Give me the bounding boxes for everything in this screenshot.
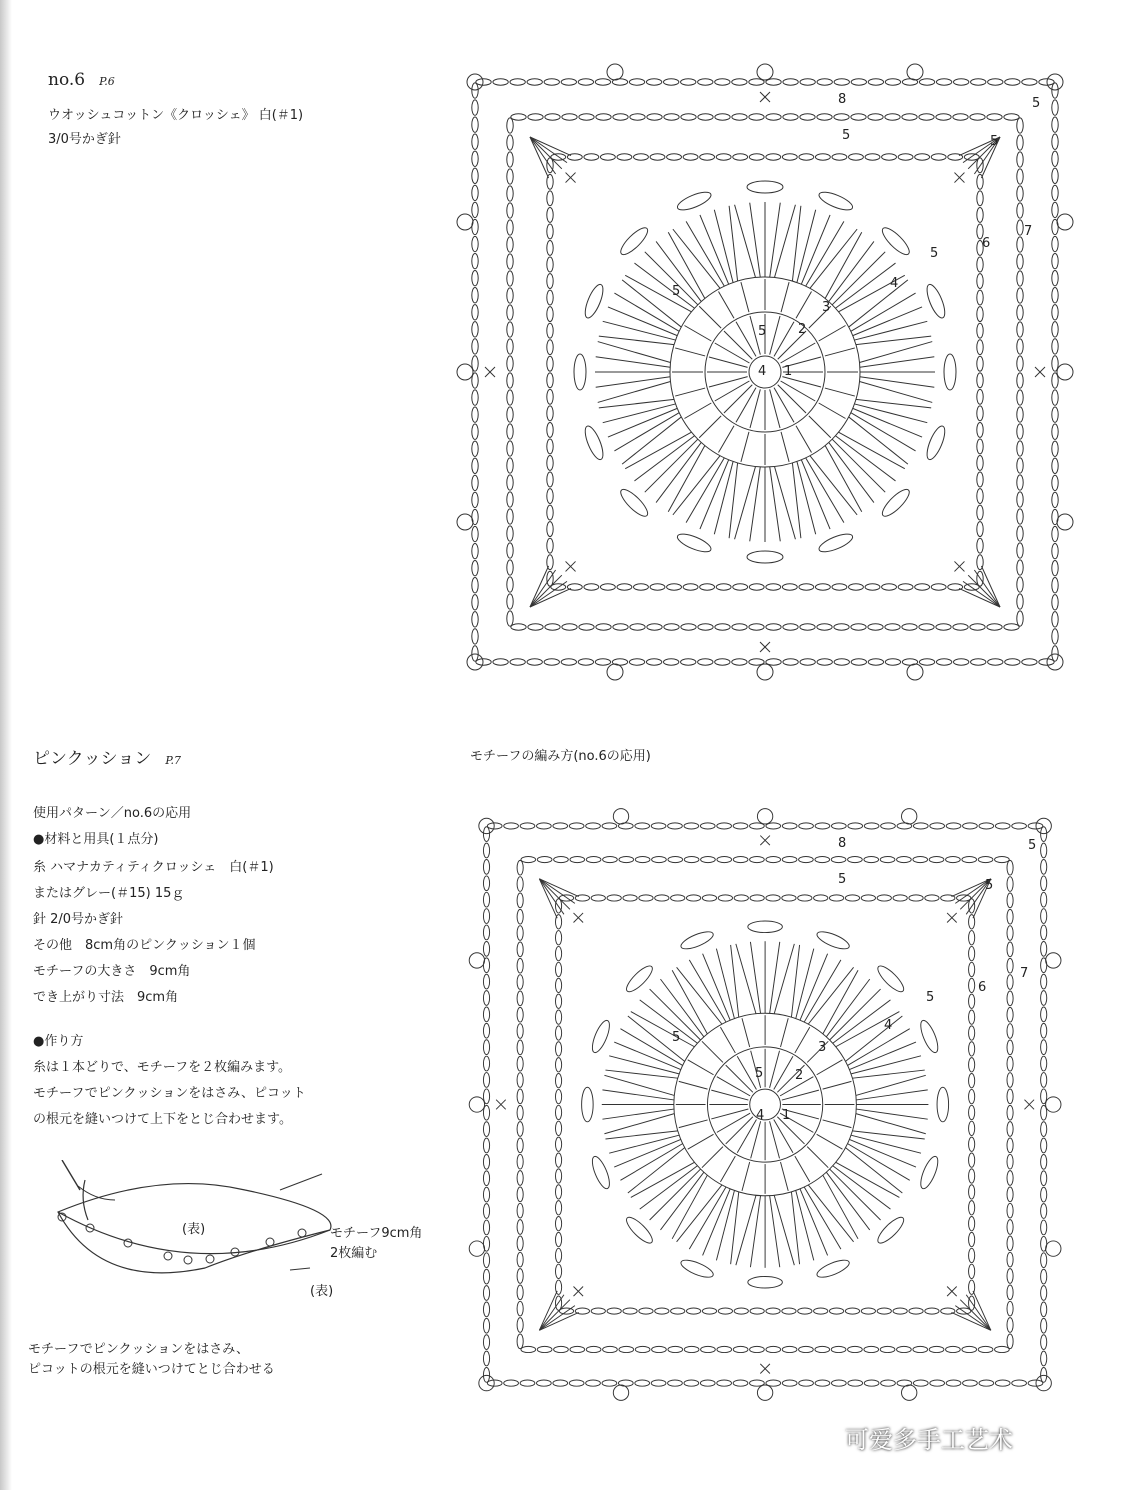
row-number: 5: [672, 1030, 681, 1045]
row-number: 4: [756, 1108, 765, 1123]
diagram-caption: モチーフでピンクッションをはさみ、: [28, 1342, 250, 1357]
row-number: 4: [890, 276, 899, 291]
row-number: 8: [838, 92, 847, 107]
row-number: 5: [1028, 838, 1037, 853]
face-label-bottom: (表): [310, 1284, 334, 1299]
row-number: 5: [985, 878, 994, 893]
row-number: 4: [758, 364, 767, 379]
row-number: 5: [838, 872, 847, 887]
material-line: その他 8cm角のピンクッション１個: [33, 938, 256, 953]
row-number: 5: [926, 990, 935, 1005]
method-line: の根元を縫いつけて上下をとじ合わせます。: [33, 1112, 292, 1127]
row-number: 8: [838, 836, 847, 851]
diagram-caption: ピコットの根元を縫いつけてとじ合わせる: [28, 1362, 275, 1377]
page-reference: P.6: [99, 75, 115, 88]
crochet-chart: [455, 55, 1080, 690]
row-number: 3: [818, 1040, 827, 1055]
page-binding-shadow: [0, 0, 12, 1490]
row-number: 5: [842, 128, 851, 143]
row-number: 2: [795, 1068, 804, 1083]
material-line: 糸 ハマナカティティクロッシェ 白(＃1): [33, 860, 274, 875]
row-number: 6: [982, 236, 991, 251]
material-line: またはグレー(＃15) 15ｇ: [33, 886, 185, 901]
method-line: 糸は１本どりで、モチーフを２枚編みます。: [33, 1060, 292, 1075]
motif-size-label: モチーフ9cm角: [330, 1226, 423, 1241]
chart-caption: モチーフの編み方(no.6の応用): [470, 749, 651, 764]
watermark: 可爱多手工艺术: [845, 1426, 1013, 1454]
row-number: 5: [930, 246, 939, 261]
row-number: 5: [755, 1066, 764, 1081]
row-number: 4: [884, 1018, 893, 1033]
method-line: モチーフでピンクッションをはさみ、ピコット: [33, 1086, 306, 1101]
row-number: 1: [782, 1108, 791, 1123]
yarn-spec: ウオッシュコットン《クロッシェ》 白(＃1): [48, 108, 304, 123]
row-number: 7: [1024, 224, 1033, 239]
row-number: 7: [1020, 966, 1029, 981]
row-number: 2: [798, 322, 807, 337]
row-number: 5: [990, 134, 999, 149]
usage-pattern: 使用パターン／no.6の応用: [33, 806, 192, 821]
page-reference: P.7: [165, 754, 181, 767]
motif-count-label: 2枚編む: [330, 1246, 378, 1261]
row-number: 1: [784, 364, 793, 379]
material-line: でき上がり寸法 9cm角: [33, 990, 179, 1005]
hook-spec: 3/0号かぎ針: [48, 132, 121, 147]
face-label-top: (表): [182, 1222, 206, 1237]
row-number: 5: [1032, 96, 1041, 111]
method-heading: ●作り方: [33, 1034, 84, 1049]
row-number: 5: [672, 284, 681, 299]
row-number: 3: [822, 300, 831, 315]
pincushion-title: ピンクッション P.7: [33, 749, 181, 769]
row-number: 6: [978, 980, 987, 995]
row-number: 5: [758, 324, 767, 339]
material-line: モチーフの大きさ 9cm角: [33, 964, 191, 979]
material-line: 針 2/0号かぎ針: [33, 912, 124, 927]
pattern-title: no.6 P.6: [48, 70, 115, 90]
materials-heading: ●材料と用具(１点分): [33, 832, 159, 847]
